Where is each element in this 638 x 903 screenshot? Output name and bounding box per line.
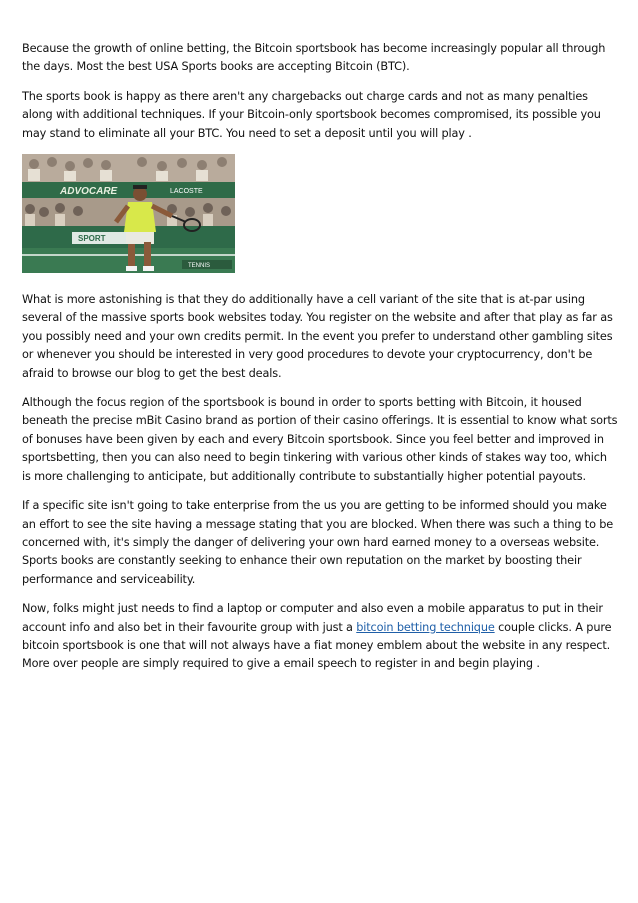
paragraph-1: Because the growth of online betting, the Bitcoin sportsbook has become increasingly popular all through the days. Most the best USA Sports books are accepting Bitcoin (BTC). xyxy=(22,42,606,74)
banner-text-right: LACOSTE xyxy=(170,188,203,196)
photo-watermark: TENNIS xyxy=(188,263,211,270)
paragraph-5: If a specific site isn't going to take enterprise from the us you are getting to be informed should you make an effort to see the site having a message stating that you are blocked. When there was such a thing to be concerned with, it's simply the danger of delivering your own hard earned money to a overseas website. Sports books are constantly seeking to enhance their own reputation on the market by boosting their performance and serviceability. xyxy=(22,499,614,586)
paragraph-3: What is more astonishing is that they do additionally have a cell variant of the site that is at-par using several of the massive sports book websites today. You register on the website and after that play as far as you possibly need and your own credits permit. In the event you prefer to understand other gambling sites or whenever you should be interested in very good procedures to devote your cryptocurrency, don't be afraid to browse our blog to get the best deals. xyxy=(22,293,613,380)
bitcoin-betting-link[interactable]: bitcoin betting technique xyxy=(356,620,495,634)
paragraph-6 xyxy=(22,600,618,674)
paragraph-2: The sports book is happy as there aren't any chargebacks out charge cards and not as many penalties along with additional techniques. If your Bitcoin-only sportsbook becomes compromised, its possible you may stand to eliminate all your BTC. You need to set a deposit until you will play . xyxy=(22,89,601,140)
paragraph-4: Although the focus region of the sportsbook is bound in order to sports betting with Bitcoin, it housed beneath the precise mBit Casino brand as portion of their casino offerings. It is essential to know what sorts of bonuses have been given by each and every Bitcoin sportsbook. Since you feel better and improved in sportsbetting, then you can also need to begin tinkering with various other kinds of stakes way too, which is more challenging to anticipate, but additionally contribute to substantially higher potential payouts. xyxy=(22,396,618,483)
board-text: SPORT xyxy=(78,234,106,244)
article-body xyxy=(22,40,618,685)
paragraph-6-before-link: Now, folks might just needs to find a laptop or computer and also even a mobile apparatus to put in their account info and also bet in their favourite group with just a xyxy=(22,602,603,634)
tennis-photo xyxy=(22,154,235,273)
paragraph-6-after-link: couple clicks. A pure bitcoin sportsbook is one that will not always have a fiat money emblem about the website in any respect. More over people are simply required to give a email speech to register in and begin playing . xyxy=(22,620,612,671)
banner-text-left: ADVOCARE xyxy=(60,186,118,198)
